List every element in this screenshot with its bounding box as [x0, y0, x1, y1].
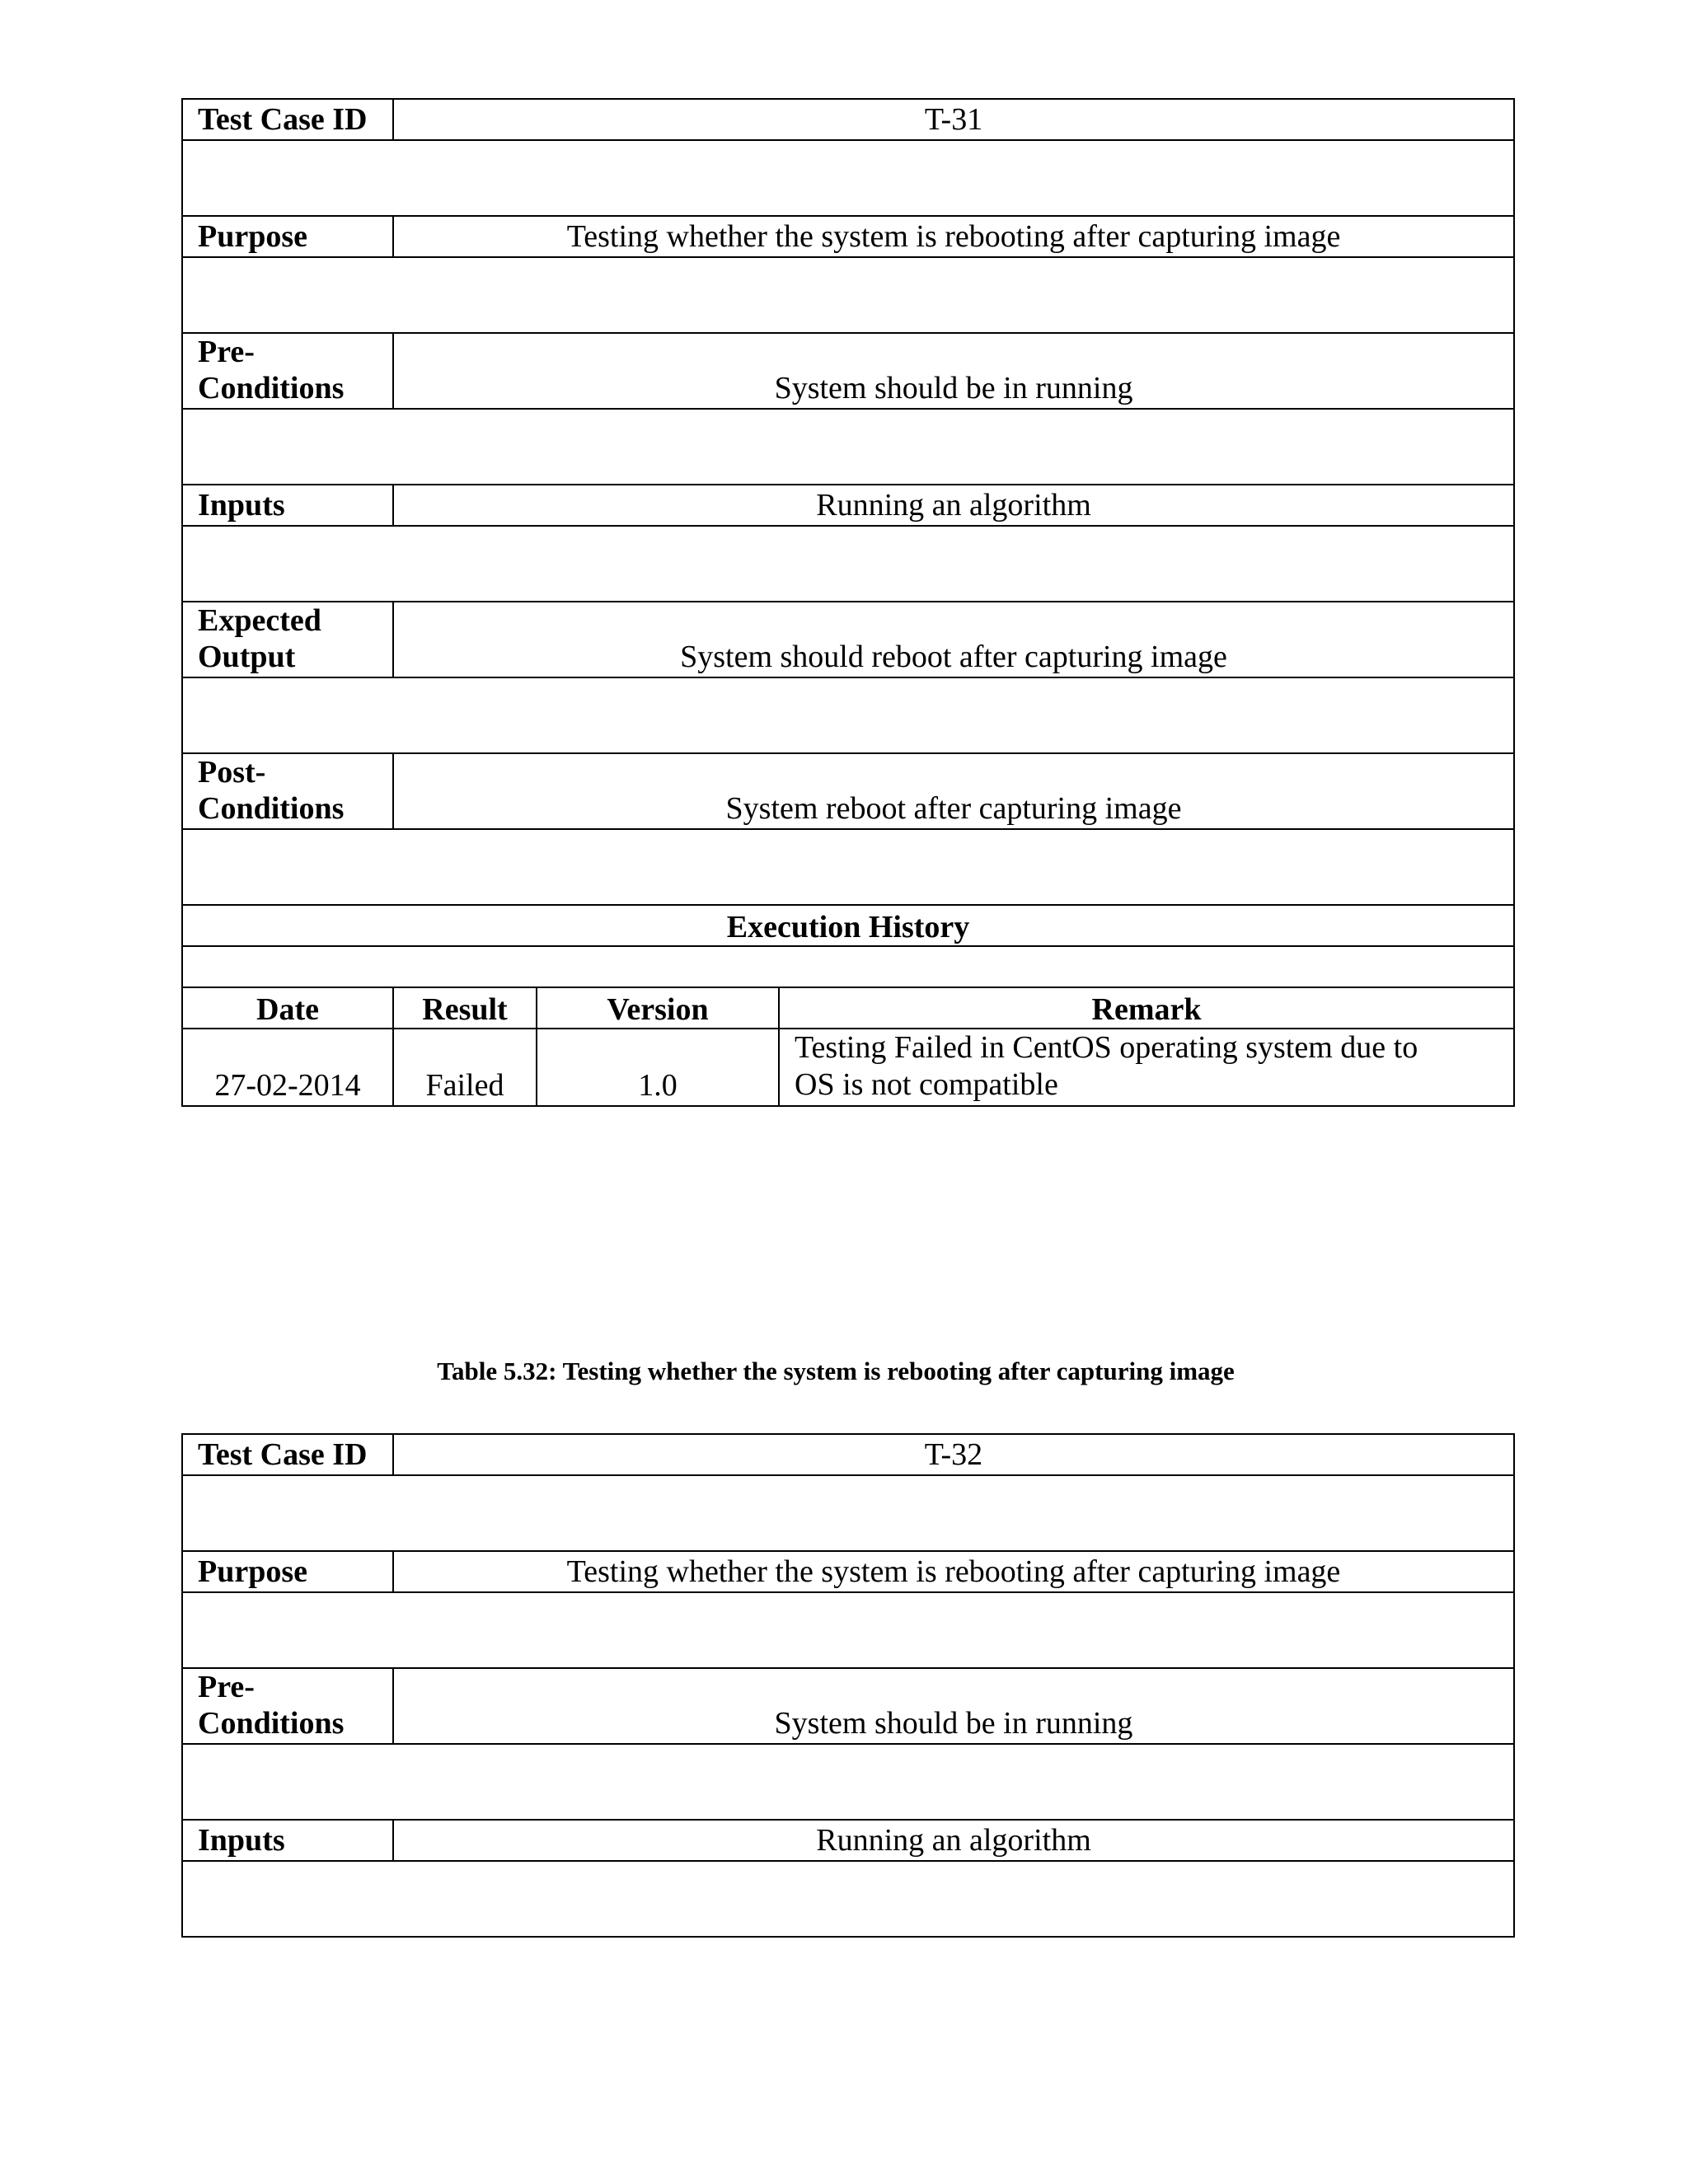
pre-conditions-row [182, 333, 1514, 409]
spacer-row [182, 257, 1514, 333]
spacer-row [182, 409, 1514, 485]
spacer-row [182, 526, 1514, 602]
test-case-id-value: T-32 [393, 1434, 1514, 1475]
pre-conditions-label-line-1: Pre- [198, 1670, 255, 1704]
test-case-id-label: Test Case ID [182, 1434, 393, 1475]
expected-output-value: System should reboot after capturing image [393, 602, 1514, 677]
history-remark-line-1: Testing Failed in CentOS operating system due to [795, 1030, 1418, 1065]
pre-conditions-value: System should be in running [393, 1668, 1514, 1744]
test-case-id-value: T-31 [393, 99, 1514, 140]
purpose-value: Testing whether the system is rebooting after capturing image [393, 1551, 1514, 1592]
post-conditions-label-line-2: Conditions [198, 791, 345, 826]
spacer-row [182, 1861, 1514, 1937]
inputs-label: Inputs [182, 1820, 393, 1861]
pre-conditions-value: System should be in running [393, 333, 1514, 409]
test-case-id-row [182, 99, 1514, 140]
post-conditions-row [182, 753, 1514, 829]
table-caption-text: Table 5.32: Testing whether the system is rebooting after capturing image [437, 1357, 1235, 1385]
history-row [182, 1029, 1514, 1106]
history-result: Failed [393, 1029, 537, 1106]
purpose-row [182, 1551, 1514, 1592]
pre-conditions-label [182, 1668, 393, 1744]
spacer-row [182, 140, 1514, 216]
history-version: 1.0 [537, 1029, 779, 1106]
expected-output-label-line-2: Output [198, 640, 296, 674]
spacer-row [182, 1592, 1514, 1668]
history-remark [779, 1029, 1514, 1106]
inputs-value: Running an algorithm [393, 1820, 1514, 1861]
history-header-remark: Remark [779, 987, 1514, 1029]
spacer-row [182, 1744, 1514, 1820]
history-header-result: Result [393, 987, 537, 1029]
purpose-label: Purpose [182, 1551, 393, 1592]
spacer-row [182, 829, 1514, 905]
history-header-row [182, 987, 1514, 1029]
inputs-label: Inputs [182, 485, 393, 526]
post-conditions-value: System reboot after capturing image [393, 753, 1514, 829]
purpose-label: Purpose [182, 216, 393, 257]
pre-conditions-label-line-2: Conditions [198, 371, 345, 405]
test-case-table-t32 [181, 1433, 1515, 1938]
spacer-row [182, 1475, 1514, 1551]
spacer-row [182, 946, 1514, 987]
expected-output-row [182, 602, 1514, 677]
history-header-version: Version [537, 987, 779, 1029]
expected-output-label-line-1: Expected [198, 603, 321, 638]
test-case-id-row [182, 1434, 1514, 1475]
pre-conditions-label-line-2: Conditions [198, 1706, 345, 1741]
history-remark-line-2: OS is not compatible [795, 1067, 1058, 1102]
post-conditions-label [182, 753, 393, 829]
inputs-row [182, 1820, 1514, 1861]
pre-conditions-row [182, 1668, 1514, 1744]
spacer-row [182, 677, 1514, 753]
inputs-value: Running an algorithm [393, 485, 1514, 526]
test-case-table-t31 [181, 98, 1515, 1107]
inputs-row [182, 485, 1514, 526]
table-caption [0, 1357, 1688, 1386]
history-header-date: Date [182, 987, 393, 1029]
expected-output-label [182, 602, 393, 677]
purpose-row [182, 216, 1514, 257]
execution-history-row [182, 905, 1514, 946]
purpose-value: Testing whether the system is rebooting after capturing image [393, 216, 1514, 257]
pre-conditions-label [182, 333, 393, 409]
test-case-id-label: Test Case ID [182, 99, 393, 140]
execution-history-title: Execution History [182, 905, 1514, 946]
history-date: 27-02-2014 [182, 1029, 393, 1106]
post-conditions-label-line-1: Post- [198, 755, 266, 790]
pre-conditions-label-line-1: Pre- [198, 335, 255, 369]
